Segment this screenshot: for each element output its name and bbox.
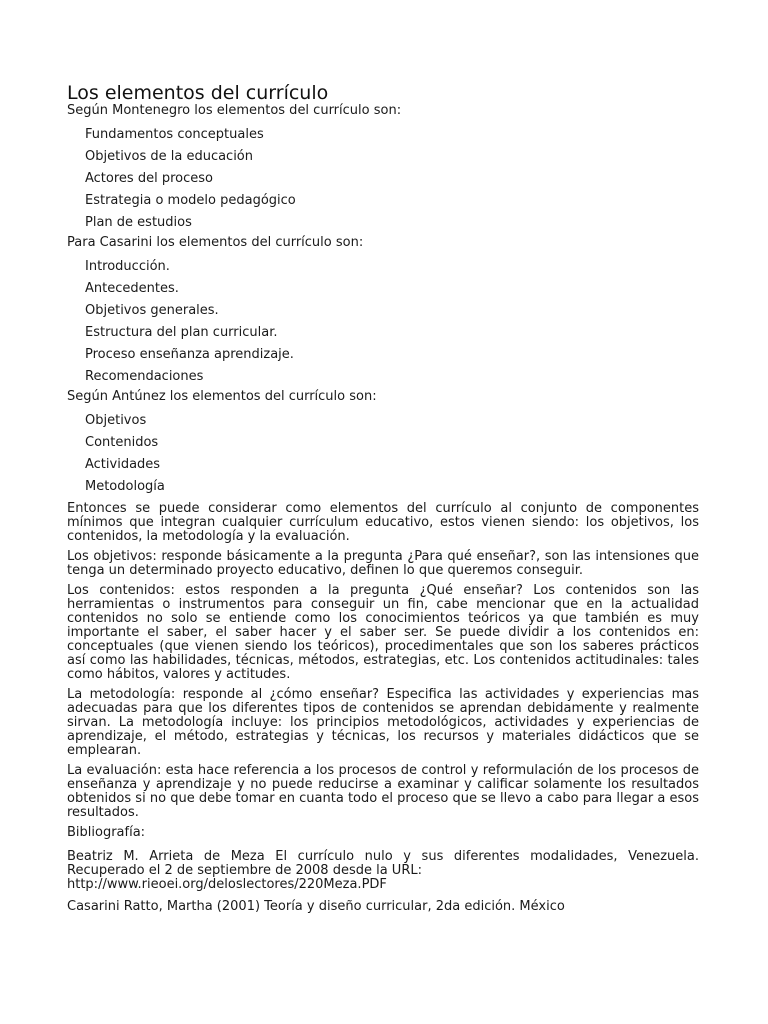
paragraph-metodologia: La metodología: responde al ¿cómo enseñar? Especifica las actividades y experiencias mas adecuadas para que los diferentes tipos de contenidos se aprendan debidamente y realmente sirvan. La metodología incluye: los principios metodológicos, actividades y experiencias de aprendizaje, el método, estrategias y técnicas, los recursos y materiales didácticos que se emplearan. — [67, 687, 699, 758]
montenegro-list — [67, 128, 699, 230]
list-item: Actores del proceso — [85, 171, 213, 186]
list-item: Introducción. — [85, 259, 170, 274]
list-item: Estrategia o modelo pedagógico — [85, 193, 296, 208]
document-page — [67, 82, 699, 922]
paragraph-evaluacion: La evaluación: esta hace referencia a los procesos de control y reformulación de los procesos de enseñanza y aprendizaje y no puede reducirse a examinar y calificar solamente los resultados obtenidos si no que debe tomar en cuanta todo el proceso que se llevo a cabo para llegar a esos resultados. — [67, 763, 699, 820]
list-item: Metodología — [85, 479, 165, 494]
montenegro-intro: Según Montenegro los elementos del currículo son: — [67, 103, 402, 118]
list-item: Antecedentes. — [85, 281, 179, 296]
antunez-list — [67, 414, 699, 494]
paragraph-contenidos: Los contenidos: estos responden a la pregunta ¿Qué enseñar? Los contenidos son las herramientas o instrumentos para conseguir un fin, cabe mencionar que en la actualidad contenidos no solo se entiende como los conocimientos teóricos ya que también es muy importante el saber, el saber hacer y el saber ser. Se puede dividir a los contenidos en: conceptuales (que vienen siendo los teóricos), procedimentales que son los saberes prácticos así como las habilidades, técnicas, métodos, estrategias, etc. Los contenidos actitudinales: tales como hábitos, valores y actitudes. — [67, 583, 699, 682]
ref-1-url[interactable]: http://www.rieoei.org/deloslectores/220Meza.PDF — [67, 877, 387, 892]
paragraph-entonces: Entonces se puede considerar como elementos del currículo al conjunto de componentes mínimos que integran cualquier currículum educativo, estos vienen siendo: los objetivos, los contenidos, la metodología y la evaluación. — [67, 501, 699, 544]
bibliography-ref-2: Casarini Ratto, Martha (2001) Teoría y diseño curricular, 2da edición. México — [67, 899, 565, 914]
list-item: Proceso enseñanza aprendizaje. — [85, 347, 294, 362]
bibliography-ref-1 — [67, 850, 699, 892]
casarini-list — [67, 260, 699, 384]
page-title: Los elementos del currículo — [67, 82, 329, 104]
list-item: Plan de estudios — [85, 215, 192, 230]
list-item: Contenidos — [85, 435, 159, 450]
list-item: Objetivos generales. — [85, 303, 219, 318]
list-item: Estructura del plan curricular. — [85, 325, 278, 340]
ref-1-text: Beatriz M. Arrieta de Meza El currículo nulo y sus diferentes modalidades, Venezuela. Recuperado el 2 de septiembre de 2008 desde la URL: — [67, 849, 699, 878]
list-item: Actividades — [85, 457, 161, 472]
casarini-intro: Para Casarini los elementos del currículo son: — [67, 235, 364, 250]
list-item: Fundamentos conceptuales — [85, 127, 264, 142]
list-item: Objetivos — [85, 413, 147, 428]
list-item: Recomendaciones — [85, 369, 204, 384]
paragraph-objetivos: Los objetivos: responde básicamente a la pregunta ¿Para qué enseñar?, son las intensiones que tenga un determinado proyecto educativo, definen lo que queremos conseguir. — [67, 549, 699, 578]
list-item: Objetivos de la educación — [85, 149, 254, 164]
antunez-intro: Según Antúnez los elementos del currículo son: — [67, 389, 377, 404]
bibliography-title: Bibliografía: — [67, 825, 146, 840]
